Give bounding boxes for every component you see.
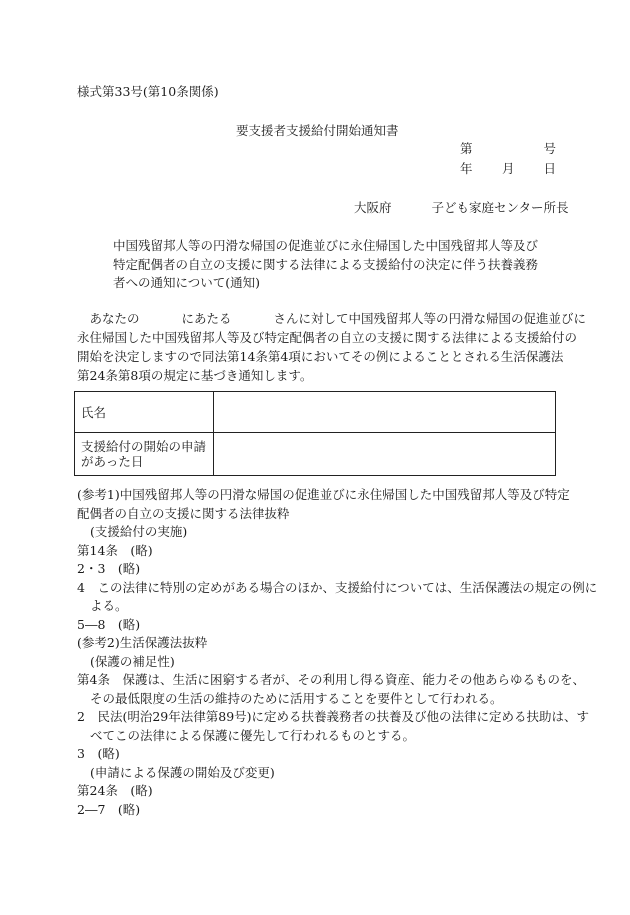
body-line: 開始を決定しますので同法第14条第4項においてその例によることとされる生活保護法 xyxy=(77,349,564,364)
ref1-title: 配偶者の自立の支援に関する法律抜粋 xyxy=(77,505,290,521)
ref2-article: その最低限度の生活の維持のために活用することを要件として行われる。 xyxy=(90,690,503,706)
date-day: 日 xyxy=(543,161,556,176)
subject-line: 者への通知について(通知) xyxy=(113,275,261,290)
ref1-article: 第14条 (略) xyxy=(77,542,153,558)
ref1-heading: (支援給付の実施) xyxy=(90,524,188,539)
body-text-a: あなたの xyxy=(89,311,140,326)
ref2-article: 第24条 (略) xyxy=(77,783,153,798)
body-text-c: さんに対して中国残留邦人等の円滑な帰国の促進並びに xyxy=(273,311,587,326)
date-month: 月 xyxy=(502,161,515,176)
ref1-title: (参考1)中国残留邦人等の円滑な帰国の促進並びに永住帰国した中国残留邦人等及び特定 xyxy=(77,487,570,502)
issuer xyxy=(354,200,569,216)
application-date-label xyxy=(75,433,214,476)
body-line: 第24条第8項の規定に基づき通知します。 xyxy=(77,368,313,383)
table-row xyxy=(75,433,556,476)
ref2-article: 3 (略) xyxy=(77,746,120,761)
ref2-heading: (申請による保護の開始及び変更) xyxy=(90,764,275,780)
body-line xyxy=(77,309,586,328)
document-title: 要支援者支援給付開始通知書 xyxy=(236,123,399,138)
ref1-article: 2・3 (略) xyxy=(77,561,141,576)
body-line: 永住帰国した中国残留邦人等及び特定配偶者の自立の支援に関する法律による支援給付の xyxy=(77,330,578,345)
name-label: 氏名 xyxy=(75,392,214,433)
ref2-article: 2―7 (略) xyxy=(77,801,141,817)
application-date-value-cell xyxy=(214,433,556,476)
ref1-article: よる。 xyxy=(90,598,128,613)
label-line: 支援給付の開始の申請 xyxy=(81,439,207,454)
subject xyxy=(113,237,538,293)
name-value-cell xyxy=(214,392,556,433)
notice-body xyxy=(77,309,586,385)
ref2-heading: (保護の補足性) xyxy=(90,653,175,669)
table-row xyxy=(75,392,556,433)
subject-line: 中国残留邦人等の円滑な帰国の促進並びに永住帰国した中国残留邦人等及び xyxy=(113,238,539,253)
body-text-b: にあたる xyxy=(181,311,232,326)
ref2-title: (参考2)生活保護法抜粋 xyxy=(77,635,208,650)
number-prefix: 第 xyxy=(460,141,473,156)
ref2-article: 第4条 保護は、生活に困窮する者が、その利用し得る資産、能力その他あらゆるものを、 xyxy=(77,672,585,687)
label-line: があった日 xyxy=(81,454,144,469)
ref2-article: べてこの法律による保護に優先して行われるものとする。 xyxy=(90,727,416,743)
issuer-center: 子ども家庭センター所長 xyxy=(431,200,569,215)
reference-section xyxy=(77,486,597,819)
date-year: 年 xyxy=(460,161,473,176)
info-table xyxy=(74,391,556,476)
number-suffix: 号 xyxy=(543,141,556,156)
ref1-article: 5―8 (略) xyxy=(77,616,141,632)
form-number: 様式第33号(第10条関係) xyxy=(77,84,219,99)
ref1-article: 4 この法律に特別の定めがある場合のほか、支援給付については、生活保護法の規定の例に xyxy=(77,579,598,595)
ref2-article: 2 民法(明治29年法律第89号)に定める扶養義務者の扶養及び他の法律に定める扶助は、す xyxy=(77,709,590,724)
issuer-prefecture: 大阪府 xyxy=(354,200,392,215)
subject-line: 特定配偶者の自立の支援に関する法律による支援給付の決定に伴う扶養義務 xyxy=(113,256,539,272)
